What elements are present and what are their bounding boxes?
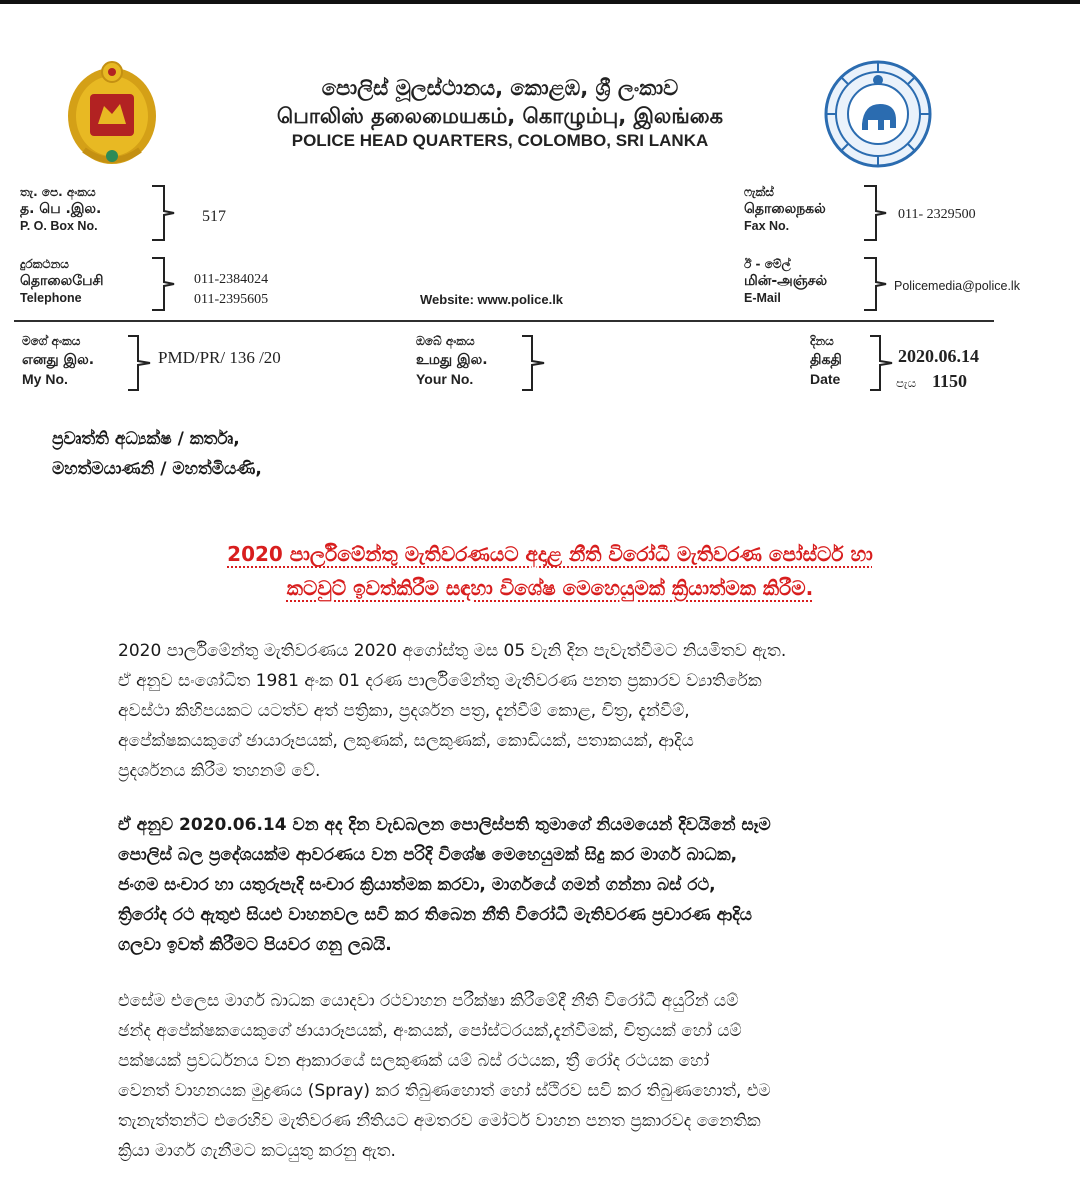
paragraph-3 (118, 986, 1002, 1166)
telephone-label-en: Telephone (20, 291, 82, 305)
telephone-value-1: 011-2384024 (194, 272, 269, 287)
paragraph-2-line: ඒ අනුව 2020.06.14 වන අද දින වැඩබලන පොලිස්පති තුමාගේ නියමයෙන් දිවයිනේ සෑම (118, 815, 771, 835)
subject-line-1: 2020 පාර්ලිමේන්තු මැතිවරණයට අදාළ නීති විරෝධී මැතිවරණ පෝස්ටර් හා (227, 542, 873, 566)
paragraph-3-line: එසේම එලෙස මාර්ග බාධක යොදවා රථවාහන පරීක්ෂා කිරීමේදී නීති විරෝධී අයුරින් යම් (118, 991, 739, 1011)
paragraph-1 (118, 636, 1002, 786)
po-box-label-si: තැ. පෙ. අංකය (20, 185, 96, 199)
po-box-label-en: P. O. Box No. (20, 219, 98, 233)
your-no-label-ta: உமது இல. (416, 352, 488, 368)
police-seal-icon (822, 58, 934, 170)
fax-value: 011- 2329500 (898, 207, 976, 222)
paragraph-1-line: අවස්ථා කිහිපයකට යටත්ව අත් පත්‍රිකා, ප්‍රදර්ශන පත්‍ර, දැන්වීම් කොළ, චිත්‍ර, දැන්වීම්, (118, 701, 690, 721)
paragraph-1-line: අපේක්ෂකයකුගේ ඡායාරූපයක්, ලකුණක්, සලකුණක්, කොඩියක්, පතාකයක්, ආදිය (118, 731, 694, 751)
telephone-value-2: 011-2395605 (194, 292, 269, 307)
top-border (0, 0, 1080, 4)
header-title-sinhala: පොලිස් මූලස්ථානය, කොළඹ, ශ්‍රී ලංකාව (321, 76, 679, 100)
time-value: 1150 (932, 371, 968, 391)
date-label-en: Date (810, 371, 841, 387)
paragraph-2 (118, 810, 1002, 960)
my-no-label-en: My No. (22, 371, 68, 387)
fax-label-en: Fax No. (744, 219, 790, 233)
fax-label (744, 184, 826, 235)
paragraph-1-line: 2020 පාර්ලිමේන්තු මැතිවරණය 2020 අගෝස්තු මස 05 වැනි දින පැවැත්වීමට නියමිතව ඇත. (118, 641, 787, 661)
national-emblem-icon (62, 58, 162, 170)
header-title-english: POLICE HEAD QUARTERS, COLOMBO, SRI LANKA (291, 131, 709, 150)
po-box-label (20, 184, 101, 235)
date-brace (868, 334, 898, 392)
your-no-label (416, 332, 488, 389)
telephone-label-si: දුරකථනය (20, 257, 69, 271)
date-value: 2020.06.14 (898, 346, 979, 366)
telephone-brace (150, 256, 178, 312)
my-no-label-si: මගේ අංකය (22, 334, 81, 348)
website-text: Website: www.police.lk (420, 292, 564, 307)
paragraph-3-line: වෙනත් වාහනයක මුද්‍රණය (Spray) කර තිබුණහොත් හෝ ස්ථිරව සවි කර තිබුණහොත්, එම (118, 1081, 771, 1101)
email-value: Policemedia@police.lk (894, 279, 1020, 293)
subject-heading (100, 537, 1000, 605)
po-box-brace (150, 184, 178, 242)
email-label (744, 256, 827, 307)
header-divider (14, 320, 994, 322)
fax-label-ta: தொலைநகல் (744, 201, 826, 217)
paragraph-3-line: ක්‍රියා මාර්ග ගැනීමට කටයුතු කරනු ඇත. (118, 1141, 396, 1161)
email-label-ta: மின்-அஞ்சல் (744, 273, 828, 289)
my-no-brace (126, 334, 156, 392)
po-box-value: 517 (202, 208, 226, 225)
fax-label-si: ෆැක්ස් (744, 185, 774, 199)
paragraph-1-line: ප්‍රදර්ශනය කිරීම තහනම් වේ. (118, 761, 321, 781)
paragraph-2-line: ත්‍රිරෝද රථ ඇතුළු සියළු වාහනවල සවි කර තිබෙන නීති විරෝධී මැතිවරණ ප්‍රචාරණ ආදිය (118, 905, 753, 925)
telephone-label-ta: தொலைபேசி (20, 273, 104, 289)
your-no-brace (520, 334, 550, 392)
paragraph-2-line: පොලිස් බල ප්‍රදේශයක්ම ආවරණය වන පරිදි විශේෂ මෙහෙයුමක් සිදු කර මාර්ග බාධක, (118, 845, 738, 865)
telephone-label (20, 256, 104, 307)
date-label (810, 332, 842, 389)
date-label-ta: திகதி (810, 352, 842, 368)
date-label-si: දිනය (810, 334, 834, 348)
my-no-label (22, 332, 94, 389)
paragraph-1-line: ඒ අනුව සංශෝධිත 1981 අංක 01 දරණ පාර්ලිමේන්තු මැතිවරණ පනත ප්‍රකාරව ව්‍යාතිරේක (118, 671, 762, 691)
email-label-en: E-Mail (744, 291, 781, 305)
paragraph-3-line: පක්ෂයක් ප්‍රවර්ධනය වන ආකාරයේ සලකුණක් යම් බස් රථයක, ත්‍රී රෝද රථයක හෝ (118, 1051, 710, 1071)
your-no-label-si: ඔබේ අංකය (416, 334, 475, 348)
subject-line-2: කටවුට් ඉවත්කිරීම සඳහා විශේෂ මෙහෙයුමක් ක්‍රියාත්මක කිරීම. (286, 576, 814, 600)
paragraph-3-line: තැනැත්තන්ට එරෙහිව මැතිවරණ නීතියට අමතරව මෝටර් වාහන පනත ප්‍රකාරවද නෛතික (118, 1111, 761, 1131)
paragraph-3-line: ඡන්ද අපේක්ෂකයෙකුගේ ඡායාරූපයක්, අංකයක්, පෝස්ටරයක්,දැන්වීමක්, චිත්‍රයක් හෝ යම් (118, 1021, 742, 1041)
my-no-value: PMD/PR/ 136 /20 (158, 348, 281, 367)
time-label: පැය (896, 376, 917, 390)
paragraph-2-line: ජංගම සංචාර හා යතුරුපැදි සංචාර ක්‍රියාත්මක කරවා, මාර්ගයේ ගමන් ගන්නා බස් රථ, (118, 875, 716, 895)
email-brace (862, 256, 890, 312)
my-no-label-ta: எனது இல. (22, 352, 95, 368)
your-no-label-en: Your No. (416, 371, 474, 387)
po-box-label-ta: த. பெ .இல. (20, 201, 102, 217)
header-title-tamil: பொலிஸ் தலைமையகம், கொழும்பு, இலங்கை (276, 104, 724, 128)
email-label-si: ඊ - මේල් (744, 257, 791, 271)
paragraph-2-line: ගලවා ඉවත් කිරීමට පියවර ගනු ලබයි. (118, 935, 392, 955)
salutation-line-1: ප්‍රවෘත්ති අධ්‍යක්ෂ / කර්තෘ, (52, 429, 240, 449)
salutation-line-2: මහත්මයාණනි / මහත්මියණි, (52, 459, 262, 479)
fax-brace (862, 184, 890, 242)
